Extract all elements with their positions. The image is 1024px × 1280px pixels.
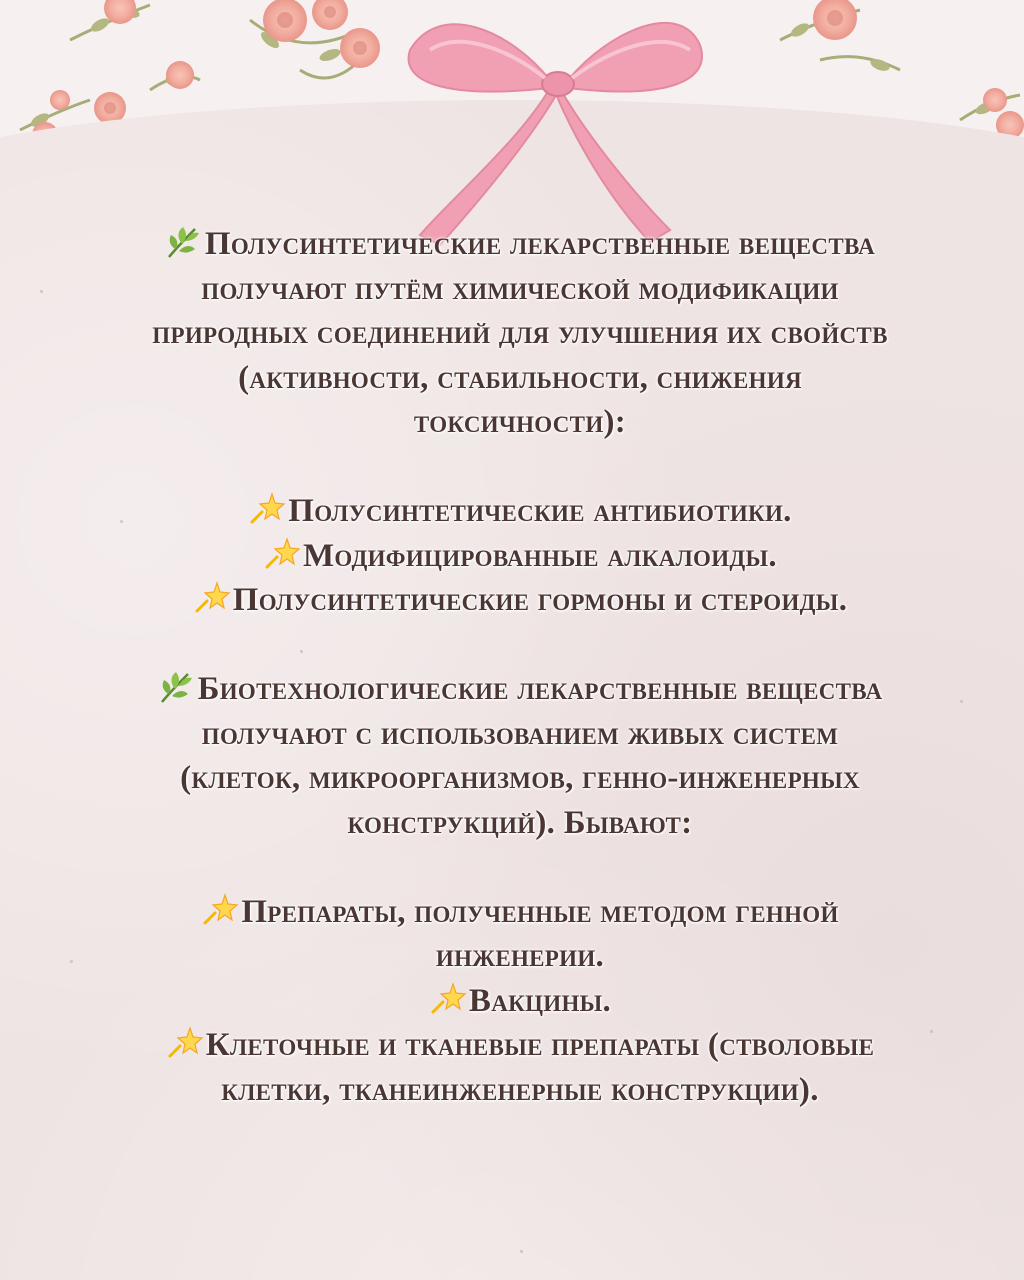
list-item-text: Вакцины. xyxy=(468,982,612,1019)
main-text xyxy=(150,222,890,1112)
paper-speck xyxy=(120,520,123,523)
section-heading-text: Полусинтетические лекарственные вещества получают путём химической модификации природных соединений для улучшения их свойств (активности, стабильности, снижения токсичности): xyxy=(152,226,888,440)
section-heading xyxy=(150,667,890,845)
paper-speck xyxy=(960,700,963,703)
herb-emoji-icon xyxy=(158,670,196,704)
list-item-text: Клеточные и тканевые препараты (стволовые клетки, тканеинженерные конструкции). xyxy=(205,1027,875,1108)
spacer xyxy=(150,845,890,890)
paper-speck xyxy=(70,960,73,963)
ribbon-bow-icon xyxy=(400,0,720,260)
dizzy-star-emoji-icon xyxy=(166,1026,204,1060)
list-item xyxy=(150,979,890,1024)
dizzy-star-emoji-icon xyxy=(201,893,239,927)
list-item xyxy=(150,489,890,534)
list-item xyxy=(150,1023,890,1112)
section-heading-text: Биотехнологические лекарственные вещества получают с использованием живых систем (клеток, микроорганизмов, генно-инженерных конструкций). Бывают: xyxy=(180,671,883,841)
list-item xyxy=(150,890,890,979)
list-item-text: Полусинтетические антибиотики. xyxy=(288,493,792,529)
dizzy-star-emoji-icon xyxy=(263,537,301,571)
dizzy-star-emoji-icon xyxy=(193,581,231,615)
spacer xyxy=(150,623,890,668)
section-heading xyxy=(150,222,890,445)
dizzy-star-emoji-icon xyxy=(248,492,286,526)
paper-speck xyxy=(520,1250,523,1253)
paper-speck xyxy=(930,1030,933,1033)
list-item-text: Препараты, полученные методом генной инженерии. xyxy=(241,893,839,974)
spacer xyxy=(150,445,890,490)
list-item-text: Модифицированные алкалоиды. xyxy=(302,537,777,574)
dizzy-star-emoji-icon xyxy=(429,982,467,1016)
paper-speck xyxy=(40,290,43,293)
list-item xyxy=(150,578,890,623)
herb-emoji-icon xyxy=(165,225,203,259)
list-item-text: Полусинтетические гормоны и стероиды. xyxy=(232,582,848,618)
list-item xyxy=(150,534,890,579)
